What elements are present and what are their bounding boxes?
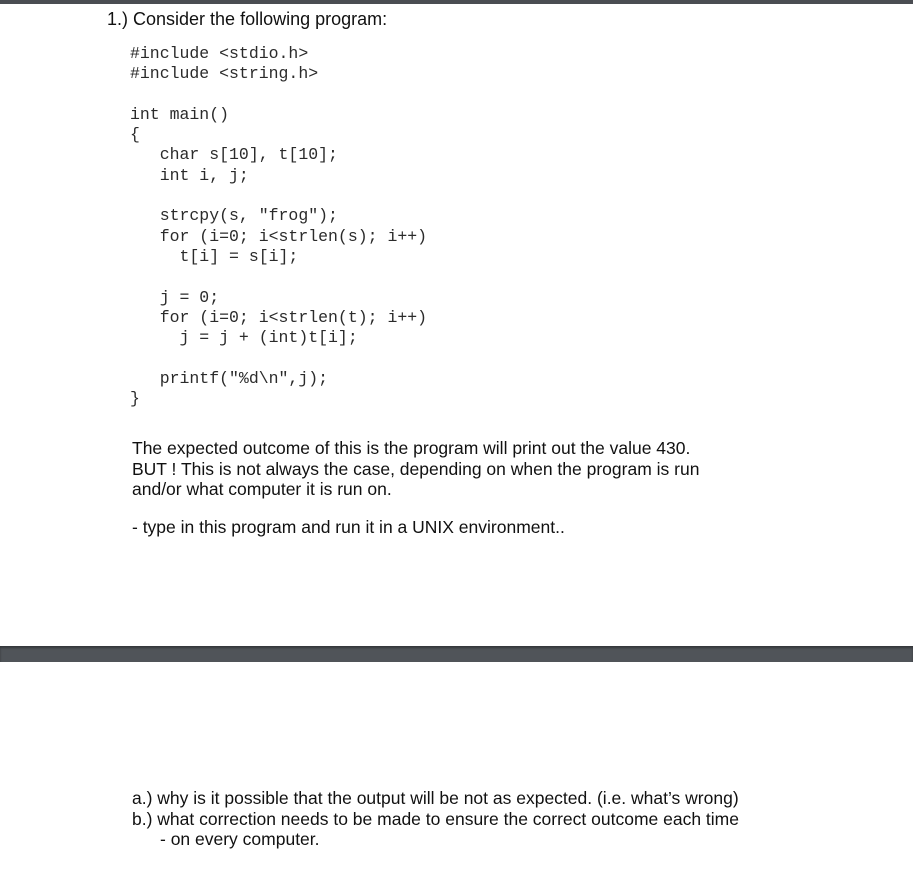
code-line: char s[10], t[10];: [130, 145, 338, 165]
code-line: t[i] = s[i];: [130, 246, 299, 266]
code-line: j = j + (int)t[i];: [130, 328, 358, 348]
code-line: [130, 348, 427, 368]
code-line: j = 0;: [130, 287, 220, 307]
code-line: int i, j;: [130, 165, 249, 185]
sub-question-b-continuation: - on every computer.: [160, 829, 320, 850]
document-page-1: [0, 4, 913, 646]
code-line: printf("%d\n",j);: [130, 368, 329, 388]
page-separator: [0, 646, 913, 662]
code-line: {: [130, 125, 140, 145]
sub-question-b: b.) what correction needs to be made to ensure the correct outcome each time: [132, 808, 739, 829]
code-line: int main(): [130, 104, 230, 124]
code-line: for (i=0; i<strlen(t); i++): [130, 307, 428, 327]
sub-question-a: a.) why is it possible that the output will be not as expected. (i.e. what’s wrong): [132, 788, 739, 808]
code-line: [130, 267, 427, 287]
code-line: strcpy(s, "frog");: [130, 206, 338, 226]
code-line: [130, 85, 427, 105]
code-line: #include <string.h>: [130, 64, 319, 84]
code-listing: [130, 44, 427, 409]
instruction-text: - type in this program and run it in a UNIX environment..: [132, 517, 565, 537]
question-title: 1.) Consider the following program:: [107, 9, 388, 29]
sub-questions: [132, 788, 739, 850]
code-line: #include <stdio.h>: [130, 44, 309, 63]
code-line: }: [130, 389, 140, 409]
paragraph-line: The expected outcome of this is the program will print out the value 430.: [132, 438, 691, 458]
paragraph-line: and/or what computer it is run on.: [132, 479, 392, 500]
code-line: [130, 186, 427, 206]
paragraph-line: BUT ! This is not always the case, depending on when the program is run: [132, 458, 700, 479]
expected-outcome-paragraph: [132, 438, 699, 500]
code-line: for (i=0; i<strlen(s); i++): [130, 226, 428, 246]
